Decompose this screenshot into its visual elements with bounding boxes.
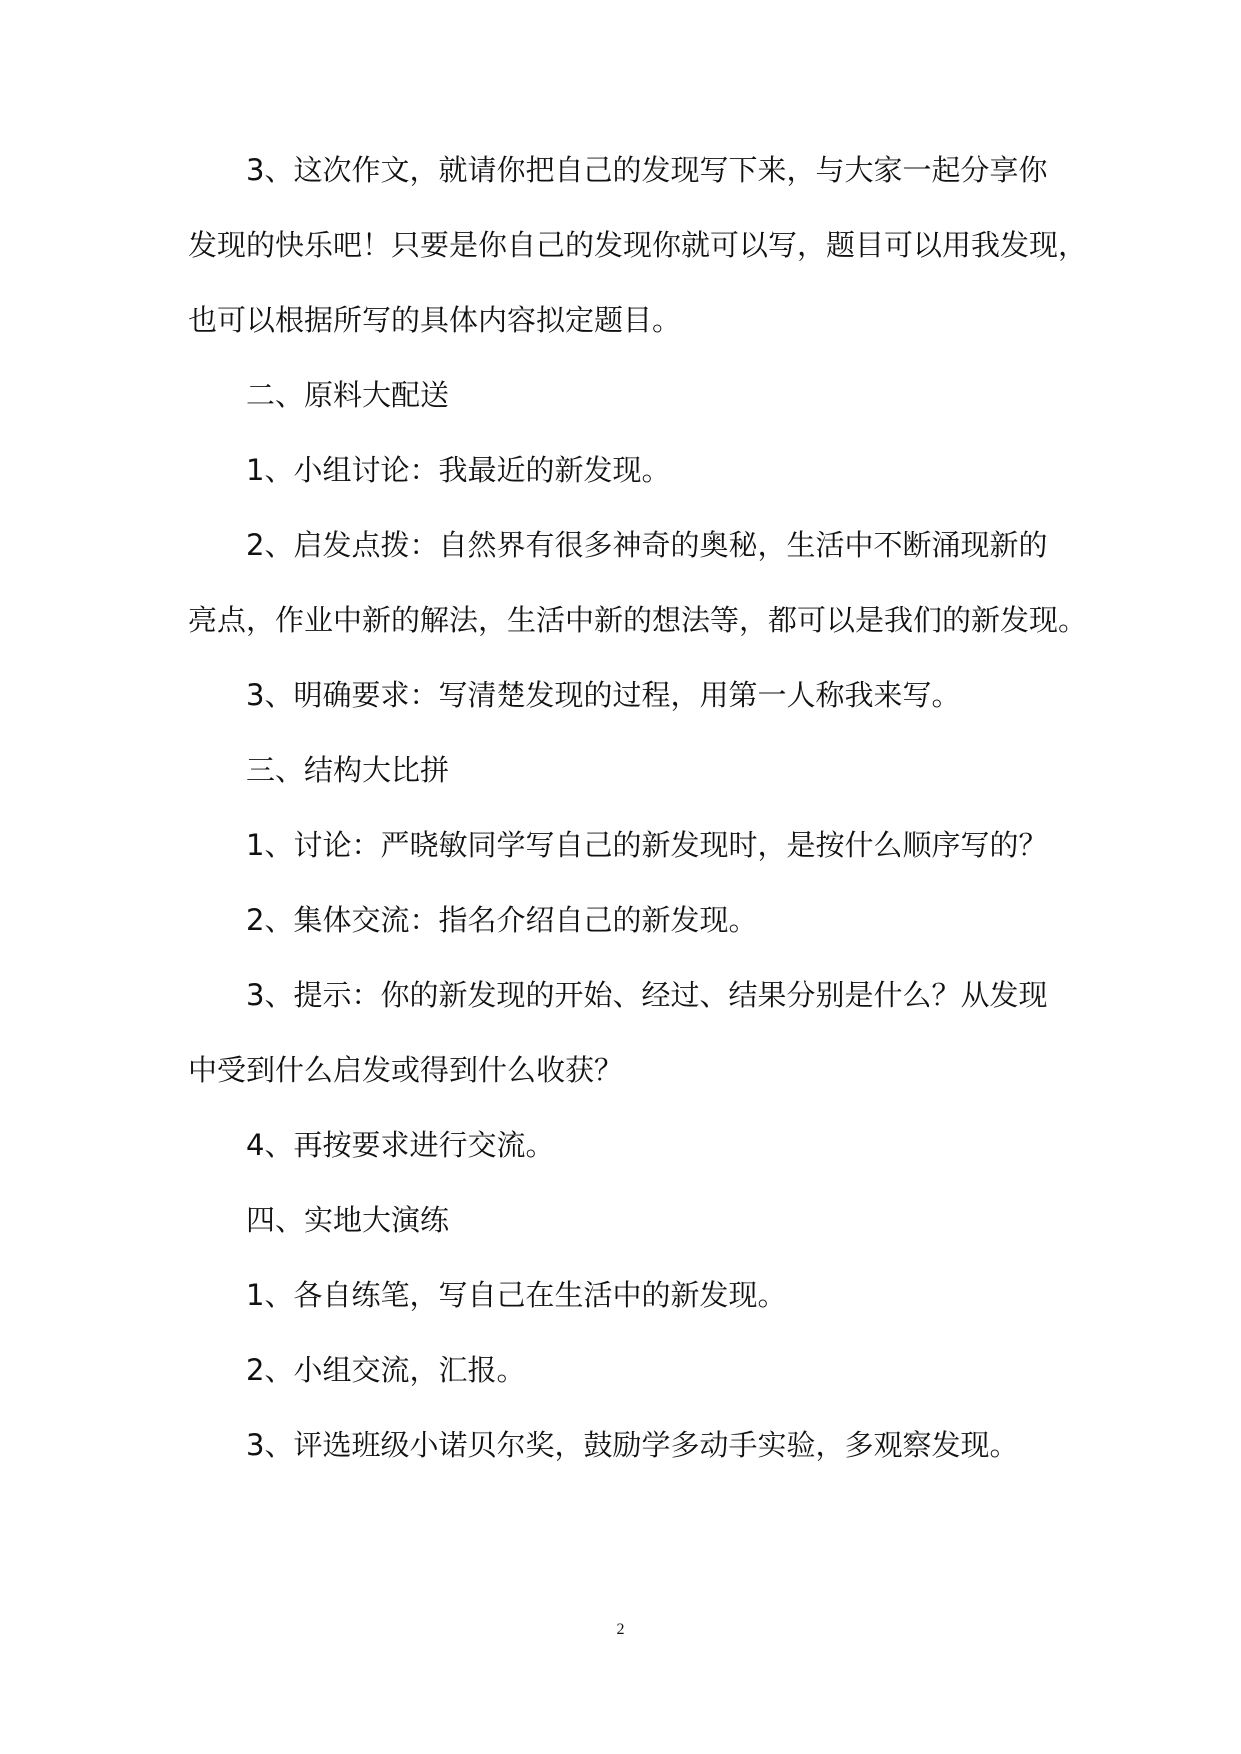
paragraph-line: 中受到什么启发或得到什么收获？	[188, 1053, 624, 1087]
page-number: 2	[616, 1621, 625, 1638]
section-heading: 四、实地大演练	[246, 1203, 450, 1237]
paragraph-line: 3、提示：你的新发现的开始、经过、结果分别是什么？从发现	[246, 978, 1048, 1012]
section-heading: 二、原料大配送	[246, 378, 450, 412]
paragraph-line: 4、再按要求进行交流。	[246, 1128, 555, 1162]
paragraph-line: 3、这次作文，就请你把自己的发现写下来，与大家一起分享你	[246, 153, 1048, 187]
paragraph-line: 3、明确要求：写清楚发现的过程，用第一人称我来写。	[246, 678, 961, 712]
paragraph-line: 3、评选班级小诺贝尔奖，鼓励学多动手实验，多观察发现。	[246, 1428, 1019, 1462]
paragraph-line: 亮点，作业中新的解法，生活中新的想法等，都可以是我们的新发现。	[188, 603, 1088, 637]
section-heading: 三、结构大比拼	[246, 753, 450, 787]
paragraph-line: 2、启发点拨：自然界有很多神奇的奥秘，生活中不断涌现新的	[246, 528, 1048, 562]
paragraph-line: 发现的快乐吧！只要是你自己的发现你就可以写，题目可以用我发现，	[188, 228, 1088, 262]
paragraph-line: 1、各自练笔，写自己在生活中的新发现。	[246, 1278, 787, 1312]
paragraph-line: 2、小组交流，汇报。	[246, 1353, 526, 1387]
paragraph-line: 2、集体交流：指名介绍自己的新发现。	[246, 903, 758, 937]
paragraph-line: 1、小组讨论：我最近的新发现。	[246, 453, 671, 487]
paragraph-line: 也可以根据所写的具体内容拟定题目。	[188, 303, 682, 337]
paragraph-line: 1、讨论：严晓敏同学写自己的新发现时，是按什么顺序写的？	[246, 828, 1048, 862]
